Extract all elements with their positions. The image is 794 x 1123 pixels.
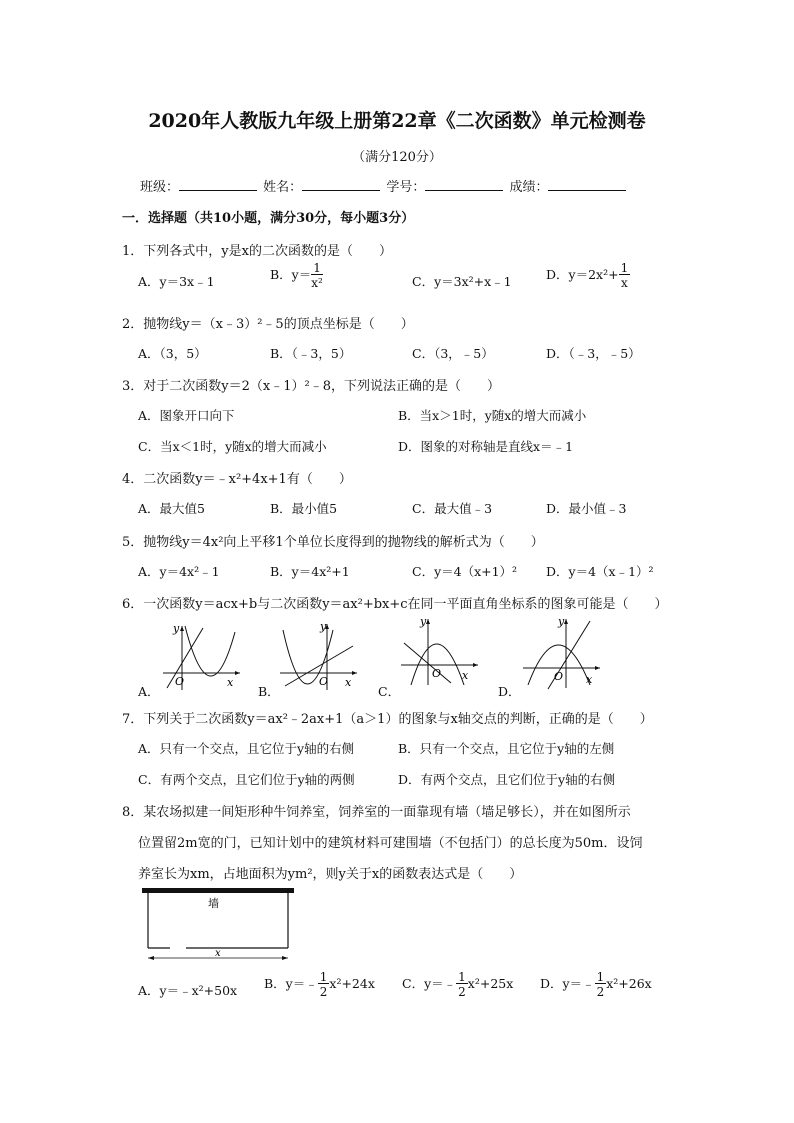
full-score-note: （满分120分） bbox=[352, 150, 442, 165]
q8-wall-diagram bbox=[140, 886, 300, 968]
q8-b-fraction bbox=[318, 971, 330, 998]
q6-option-d[interactable]: D． bbox=[498, 684, 521, 699]
student-info-line bbox=[140, 176, 628, 195]
question-8-line-1: 8．某农场拟建一间矩形种牛饲养室，饲养室的一面靠现有墙（墙足够长），并在如图所示 bbox=[122, 805, 631, 820]
name-blank[interactable] bbox=[302, 178, 380, 191]
q8-option-a[interactable]: A．y＝﹣x²+50x bbox=[138, 983, 238, 998]
question-8-line-3: 养室长为xm，占地面积为ym²，则y关于x的函数表达式是（ ） bbox=[138, 867, 523, 882]
q8-c-num: 1 bbox=[458, 970, 466, 984]
q1-d-fraction bbox=[619, 262, 631, 289]
q8-b-prefix: B．y＝﹣ bbox=[264, 976, 318, 991]
x-axis-arrow bbox=[352, 671, 357, 675]
class-label: 班级： bbox=[140, 180, 180, 195]
q1-d-prefix: D．y＝2x²+ bbox=[546, 267, 619, 282]
q1-d-den: x bbox=[621, 276, 628, 290]
score-blank[interactable] bbox=[548, 178, 626, 191]
question-6-stem: 6．一次函数y＝acx+b与二次函数y＝ax²+bx+c在同一平面直角坐标系的图象可能是（ ） bbox=[122, 597, 668, 612]
q1-b-fraction bbox=[311, 262, 323, 289]
q3-option-b[interactable]: B．当x＞1时，y随x的增大而减小 bbox=[398, 408, 587, 423]
q1-option-a[interactable]: A．y＝3x﹣1 bbox=[138, 274, 215, 289]
x-axis-arrow bbox=[595, 666, 600, 670]
q7-option-a[interactable]: A．只有一个交点，且它位于y轴的右侧 bbox=[138, 741, 355, 756]
y-label: y bbox=[420, 615, 427, 628]
q3-option-d[interactable]: D．图象的对称轴是直线x＝﹣1 bbox=[398, 439, 574, 454]
question-2-stem: 2．抛物线y＝（x﹣3）²﹣5的顶点坐标是（ ） bbox=[122, 317, 414, 332]
x-label: x bbox=[215, 948, 221, 959]
q5-option-a[interactable]: A．y＝4x²﹣1 bbox=[138, 564, 220, 579]
question-3-stem: 3．对于二次函数y＝2（x﹣1）²﹣8，下列说法正确的是（ ） bbox=[122, 379, 500, 394]
y-axis-arrow bbox=[426, 619, 430, 624]
q6-graph-b bbox=[275, 618, 365, 698]
origin-label: O bbox=[432, 667, 442, 680]
question-7-stem: 7．下列关于二次函数y＝ax²﹣2ax+1（a＞1）的图象与x轴交点的判断，正确的是（ ） bbox=[122, 712, 653, 727]
y-label: y bbox=[320, 620, 327, 633]
dimension-arrow-left bbox=[148, 956, 154, 960]
q1-b-prefix: B．y＝ bbox=[270, 267, 312, 282]
q8-c-prefix: C．y＝﹣ bbox=[402, 976, 457, 991]
x-label: x bbox=[586, 673, 593, 686]
question-5-stem: 5．抛物线y＝4x²向上平移1个单位长度得到的抛物线的解析式为（ ） bbox=[122, 535, 544, 550]
q2-option-c[interactable]: C．（3，﹣5） bbox=[412, 346, 494, 361]
q5-option-d[interactable]: D．y＝4（x﹣1）² bbox=[546, 564, 654, 579]
q6-graph-a bbox=[155, 618, 245, 698]
q6-option-b[interactable]: B． bbox=[258, 684, 280, 699]
origin-label: O bbox=[319, 675, 329, 688]
origin-label: O bbox=[554, 670, 564, 683]
q6-option-c[interactable]: C． bbox=[378, 684, 401, 699]
q6-graph-d bbox=[518, 613, 608, 693]
score-label: 成绩： bbox=[509, 180, 549, 195]
question-8-line-2: 位置留2m宽的门，已知计划中的建筑材料可建围墙（不包括门）的总长度为50m．设饲 bbox=[138, 836, 643, 851]
dimension-arrow-right bbox=[282, 956, 288, 960]
x-label: x bbox=[227, 676, 234, 689]
q1-b-num: 1 bbox=[313, 261, 321, 275]
q8-d-fraction bbox=[595, 971, 607, 998]
name-label: 姓名： bbox=[263, 180, 303, 195]
q7-option-b[interactable]: B．只有一个交点，且它位于y轴的左侧 bbox=[398, 741, 615, 756]
q8-d-prefix: D．y＝﹣ bbox=[540, 976, 595, 991]
q8-d-num: 1 bbox=[596, 970, 605, 984]
q5-option-c[interactable]: C．y＝4（x+1）² bbox=[412, 564, 518, 579]
x-label: x bbox=[345, 676, 352, 689]
q4-option-d[interactable]: D．最小值﹣3 bbox=[546, 501, 627, 516]
parabola bbox=[185, 626, 235, 676]
q8-option-c[interactable] bbox=[402, 971, 513, 998]
question-1-stem: 1．下列各式中，y是x的二次函数的是（ ） bbox=[122, 244, 392, 259]
question-4-stem: 4．二次函数y＝﹣x²+4x+1有（ ） bbox=[122, 472, 352, 487]
q7-option-c[interactable]: C．有两个交点，且它们位于y轴的两侧 bbox=[138, 772, 355, 787]
y-label: y bbox=[558, 615, 565, 628]
q8-d-den: 2 bbox=[596, 985, 605, 999]
x-axis-arrow bbox=[235, 671, 240, 675]
id-blank[interactable] bbox=[425, 178, 503, 191]
q1-option-b[interactable] bbox=[270, 262, 323, 289]
q6-option-a[interactable]: A． bbox=[138, 684, 160, 699]
q2-option-a[interactable]: A．（3，5） bbox=[138, 346, 207, 361]
q8-option-b[interactable] bbox=[264, 971, 375, 998]
q8-c-suffix: x²+25x bbox=[467, 976, 514, 991]
q5-option-b[interactable]: B．y＝4x²+1 bbox=[270, 564, 350, 579]
x-axis-arrow bbox=[473, 663, 478, 667]
id-label: 学号： bbox=[386, 180, 426, 195]
wall-bar bbox=[142, 888, 294, 893]
q2-option-d[interactable]: D．（﹣3，﹣5） bbox=[546, 346, 641, 361]
origin-label: O bbox=[175, 675, 185, 688]
q8-b-suffix: x²+24x bbox=[329, 976, 375, 991]
q1-b-den: x² bbox=[311, 276, 323, 290]
q8-option-d[interactable] bbox=[540, 971, 652, 998]
q8-b-num: 1 bbox=[319, 970, 328, 984]
y-axis-arrow bbox=[564, 619, 568, 624]
q8-d-suffix: x²+26x bbox=[606, 976, 652, 991]
q4-option-c[interactable]: C．最大值﹣3 bbox=[412, 501, 493, 516]
q6-graph-c bbox=[396, 613, 486, 693]
q3-option-c[interactable]: C．当x＜1时，y随x的增大而减小 bbox=[138, 439, 327, 454]
q7-option-d[interactable]: D．有两个交点，且它们位于y轴的右侧 bbox=[398, 772, 616, 787]
q3-option-a[interactable]: A．图象开口向下 bbox=[138, 408, 235, 423]
q2-option-b[interactable]: B．（﹣3，5） bbox=[270, 346, 352, 361]
q4-option-b[interactable]: B．最小值5 bbox=[270, 501, 338, 516]
q1-option-c[interactable]: C．y＝3x²+x﹣1 bbox=[412, 274, 512, 289]
q8-c-den: 2 bbox=[458, 985, 466, 999]
line bbox=[167, 628, 203, 688]
q8-b-den: 2 bbox=[319, 985, 328, 999]
y-axis-arrow bbox=[180, 626, 184, 631]
class-blank[interactable] bbox=[179, 178, 257, 191]
y-label: y bbox=[173, 622, 180, 635]
x-label: x bbox=[462, 669, 469, 682]
wall-label: 墙 bbox=[208, 897, 219, 910]
q8-c-fraction bbox=[456, 971, 468, 998]
page-title: 2020年人教版九年级上册第22章《二次函数》单元检测卷 bbox=[148, 110, 646, 132]
q1-option-d[interactable] bbox=[546, 262, 630, 289]
q4-option-a[interactable]: A．最大值5 bbox=[138, 501, 205, 516]
q1-d-num: 1 bbox=[620, 261, 629, 275]
section-heading: 一．选择题（共10小题，满分30分，每小题3分） bbox=[122, 211, 415, 226]
